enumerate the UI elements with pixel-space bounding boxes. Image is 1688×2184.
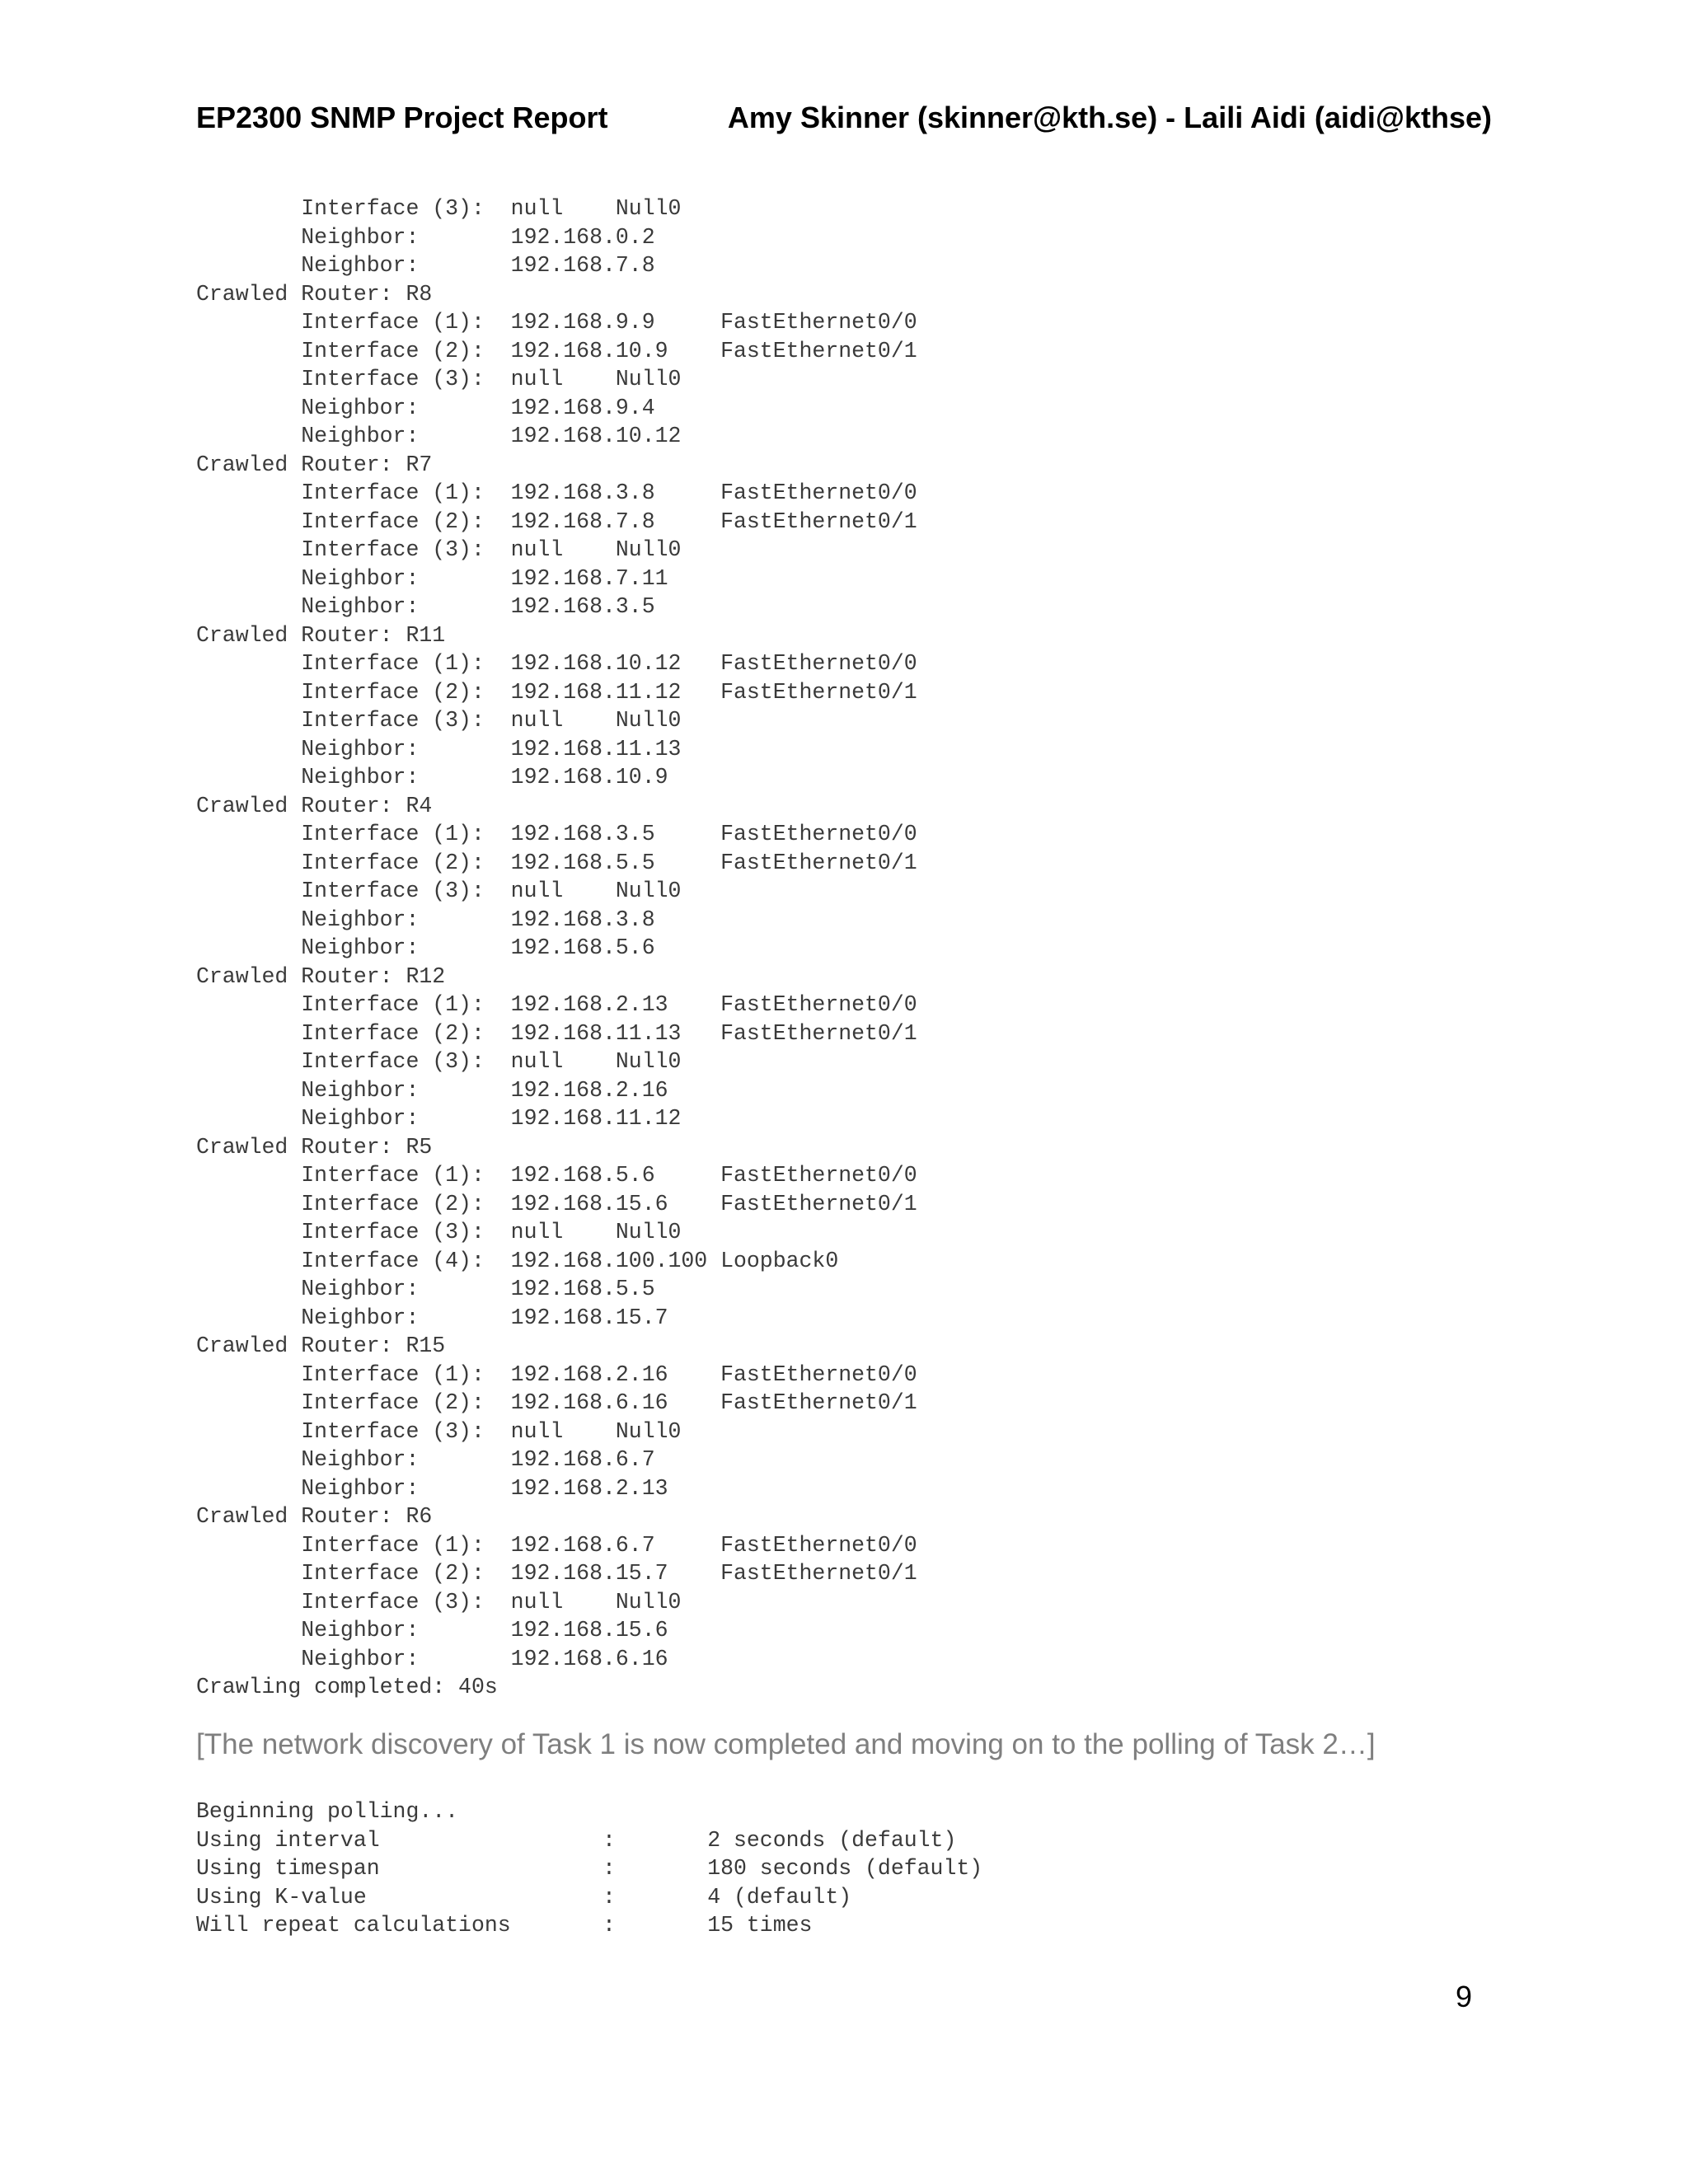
log-line: Neighbor: 192.168.3.8 <box>196 907 655 932</box>
crawl-log <box>196 194 917 1702</box>
page-header <box>196 97 1492 138</box>
log-line: Interface (1): 192.168.2.13 FastEthernet0/0 <box>196 992 917 1017</box>
log-line: Interface (1): 192.168.9.9 FastEthernet0/0 <box>196 310 917 335</box>
log-line: Neighbor: 192.168.6.16 <box>196 1646 668 1671</box>
log-line: Neighbor: 192.168.5.6 <box>196 935 655 960</box>
log-line: Neighbor: 192.168.5.5 <box>196 1277 655 1301</box>
log-line: Neighbor: 192.168.6.7 <box>196 1447 655 1472</box>
log-line: Interface (2): 192.168.11.13 FastEthernet0/1 <box>196 1020 917 1046</box>
log-line: Neighbor: 192.168.15.6 <box>196 1618 668 1643</box>
log-line: Interface (3): null Null0 <box>196 1220 682 1244</box>
log-line: Interface (3): null Null0 <box>196 879 682 903</box>
log-line: Interface (4): 192.168.100.100 Loopback0 <box>196 1248 839 1273</box>
log-line: Using interval : 2 seconds (default) <box>196 1827 957 1853</box>
log-line: Neighbor: 192.168.11.13 <box>196 736 682 762</box>
log-line: Neighbor: 192.168.11.12 <box>196 1106 682 1131</box>
log-line: Using K-value : 4 (default) <box>196 1884 852 1910</box>
log-line: Interface (3): null Null0 <box>196 1418 682 1444</box>
log-line: Neighbor: 192.168.9.4 <box>196 395 655 420</box>
log-line: Neighbor: 192.168.3.5 <box>196 594 655 619</box>
report-title: EP2300 SNMP Project Report <box>196 101 608 134</box>
log-line: Crawled Router: R12 <box>196 963 446 989</box>
log-line: Crawled Router: R5 <box>196 1134 433 1160</box>
page-number: 9 <box>1455 1980 1472 2013</box>
report-authors: Amy Skinner (skinner@kth.se) - Laili Aidi (aidi@kthse) <box>727 101 1492 134</box>
log-line: Will repeat calculations : 15 times <box>196 1913 813 1938</box>
log-line: Interface (1): 192.168.5.6 FastEthernet0/0 <box>196 1163 917 1188</box>
log-line: Neighbor: 192.168.2.13 <box>196 1475 668 1501</box>
log-line: Interface (2): 192.168.6.16 FastEthernet0/1 <box>196 1390 917 1415</box>
log-line: Neighbor: 192.168.7.8 <box>196 253 655 278</box>
log-line: Interface (1): 192.168.3.8 FastEthernet0/0 <box>196 480 917 505</box>
log-line: Crawled Router: R7 <box>196 452 433 477</box>
log-line: Neighbor: 192.168.2.16 <box>196 1077 668 1103</box>
log-line: Crawling completed: 40s <box>196 1675 498 1699</box>
log-line: Interface (2): 192.168.15.7 FastEthernet0/1 <box>196 1561 917 1586</box>
task-transition-note: [The network discovery of Task 1 is now completed and moving on to the polling of Task 2…] <box>196 1728 1376 1760</box>
log-line: Interface (3): null Null0 <box>196 537 682 562</box>
log-line: Crawled Router: R15 <box>196 1333 446 1358</box>
log-line: Crawled Router: R4 <box>196 793 433 818</box>
log-line: Neighbor: 192.168.10.9 <box>196 765 668 790</box>
log-line: Neighbor: 192.168.7.11 <box>196 565 668 591</box>
log-line: Interface (1): 192.168.3.5 FastEthernet0/0 <box>196 822 917 846</box>
log-line: Crawled Router: R8 <box>196 281 433 307</box>
log-line: Interface (1): 192.168.6.7 FastEthernet0/0 <box>196 1532 917 1558</box>
log-line: Interface (3): null Null0 <box>196 1049 682 1074</box>
log-line: Interface (2): 192.168.7.8 FastEthernet0/1 <box>196 509 917 534</box>
log-line: Interface (1): 192.168.10.12 FastEthernet0/0 <box>196 651 917 676</box>
log-line: Crawled Router: R11 <box>196 622 446 648</box>
log-line: Neighbor: 192.168.0.2 <box>196 224 655 250</box>
log-line: Interface (3): null Null0 <box>196 196 682 221</box>
log-line: Beginning polling... <box>196 1799 459 1824</box>
log-line: Interface (3): null Null0 <box>196 367 682 391</box>
log-line: Interface (2): 192.168.11.12 FastEthernet0/1 <box>196 679 917 705</box>
log-line: Interface (3): null Null0 <box>196 1589 682 1615</box>
log-line: Interface (2): 192.168.10.9 FastEthernet0/1 <box>196 338 917 363</box>
log-line: Using timespan : 180 seconds (default) <box>196 1856 983 1881</box>
log-line: Interface (2): 192.168.5.5 FastEthernet0/1 <box>196 850 917 875</box>
log-line: Crawled Router: R6 <box>196 1504 433 1529</box>
polling-log <box>196 1797 982 1940</box>
log-line: Interface (2): 192.168.15.6 FastEthernet0/1 <box>196 1191 917 1216</box>
log-line: Neighbor: 192.168.15.7 <box>196 1305 668 1330</box>
log-line: Interface (1): 192.168.2.16 FastEthernet0/0 <box>196 1361 917 1387</box>
log-line: Neighbor: 192.168.10.12 <box>196 424 682 448</box>
log-line: Interface (3): null Null0 <box>196 708 682 733</box>
